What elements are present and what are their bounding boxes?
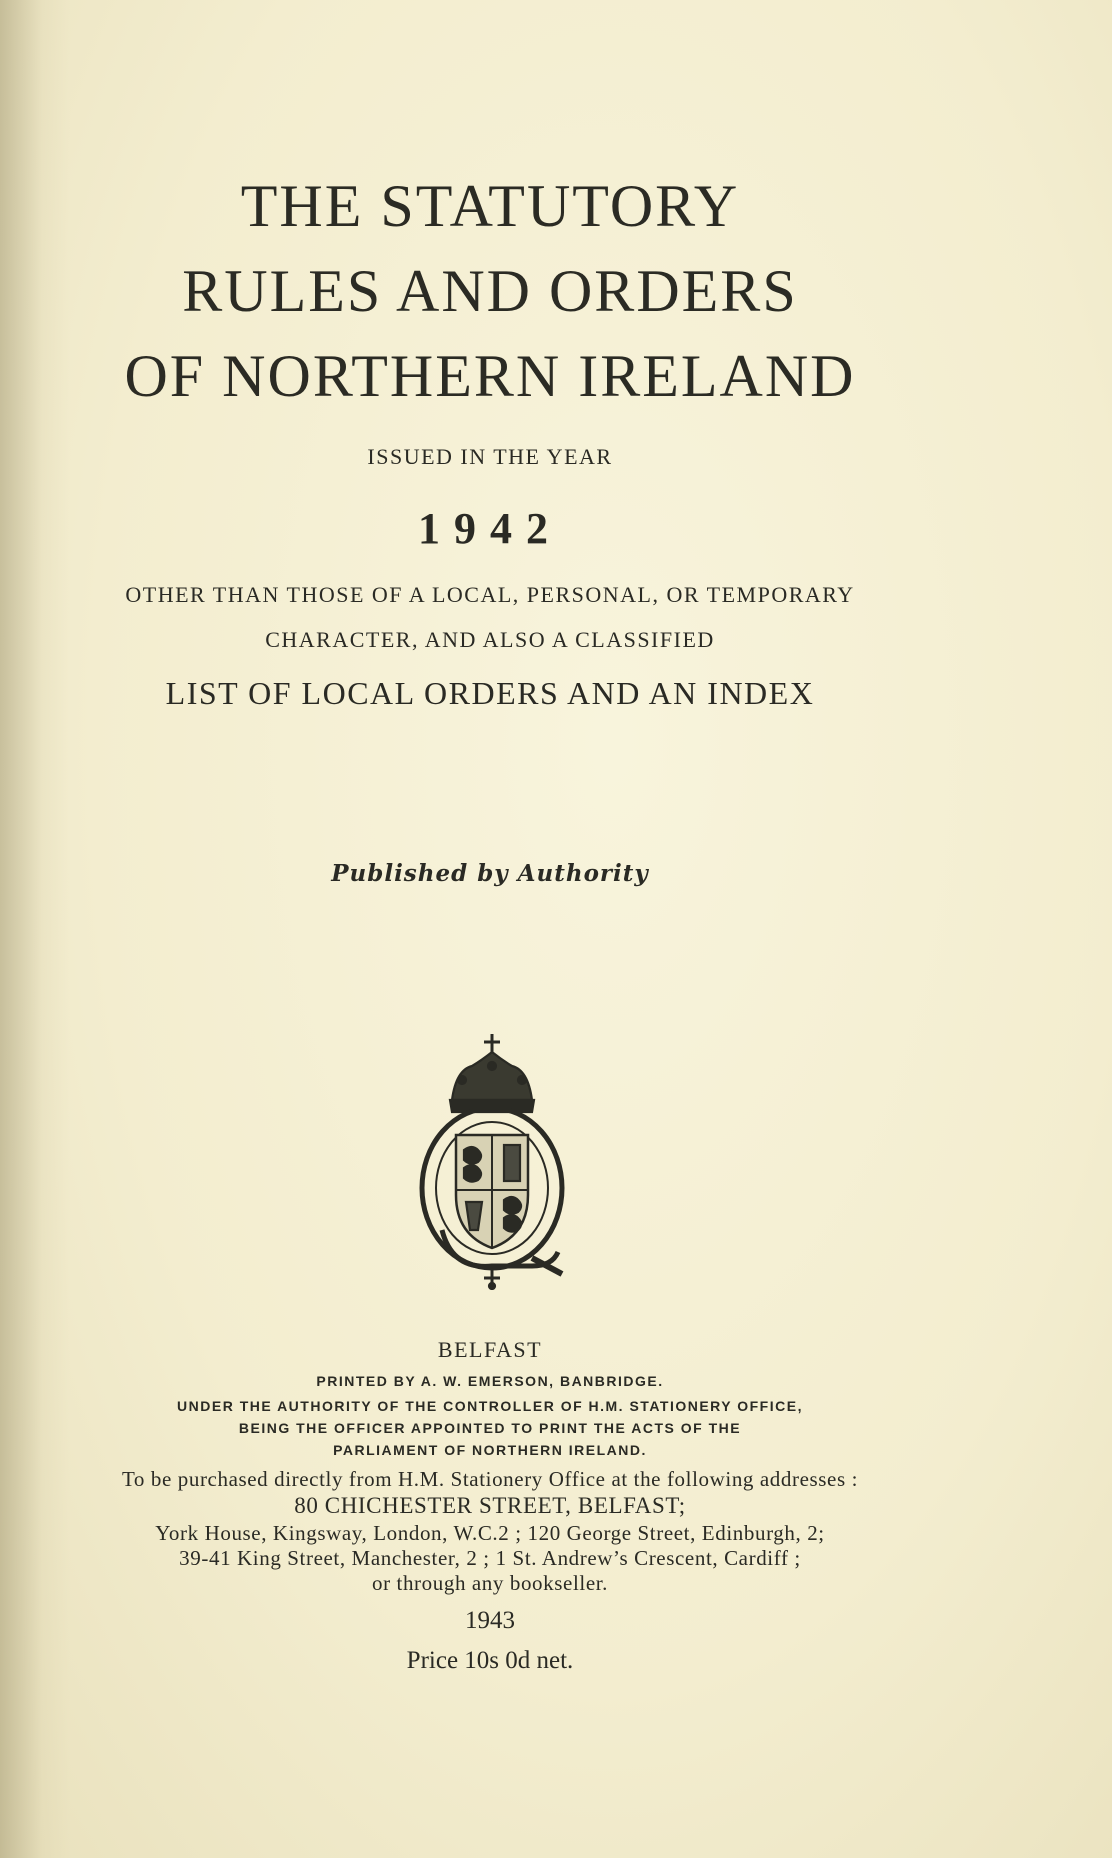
royal-coat-of-arms-icon [412,1030,572,1290]
list-of-local-orders: LIST OF LOCAL ORDERS AND AN INDEX [165,675,815,711]
purchase-line-2: 80 CHICHESTER STREET, BELFAST; [294,1493,686,1518]
year: 1942 [418,504,562,553]
purchase-line-1: To be purchased directly from H.M. Stationery Office at the following addresses : [121,1467,859,1491]
published-by-authority: Published by Authority [331,860,649,887]
imprint-authority-1: UNDER THE AUTHORITY OF THE CONTROLLER OF H.M. STATIONERY OFFICE, [177,1398,803,1414]
title-line-2: RULES AND ORDERS [182,258,798,324]
title-line-3: OF NORTHERN IRELAND [124,343,856,409]
subtitle-line-1: OTHER THAN THOSE OF A LOCAL, PERSONAL, OR TEMPORARY [125,582,855,607]
issued-line: ISSUED IN THE YEAR [367,444,613,469]
price: Price 10s 0d net. [406,1647,574,1674]
imprint-printed-by: PRINTED BY A. W. EMERSON, BANBRIDGE. [316,1373,664,1389]
publication-year: 1943 [465,1607,515,1634]
purchase-line-3: York House, Kingsway, London, W.C.2 ; 120 George Street, Edinburgh, 2; [155,1521,825,1545]
imprint-city: BELFAST [437,1337,543,1362]
purchase-line-5: or through any bookseller. [371,1571,609,1595]
purchase-line-4: 39-41 King Street, Manchester, 2 ; 1 St. Andrew’s Crescent, Cardiff ; [179,1546,801,1570]
imprint-authority-2: BEING THE OFFICER APPOINTED TO PRINT THE ACTS OF THE [238,1420,742,1436]
title-line-1: THE STATUTORY [240,173,740,239]
subtitle-line-2: CHARACTER, AND ALSO A CLASSIFIED [265,627,715,652]
imprint-authority-3: PARLIAMENT OF NORTHERN IRELAND. [333,1442,647,1458]
